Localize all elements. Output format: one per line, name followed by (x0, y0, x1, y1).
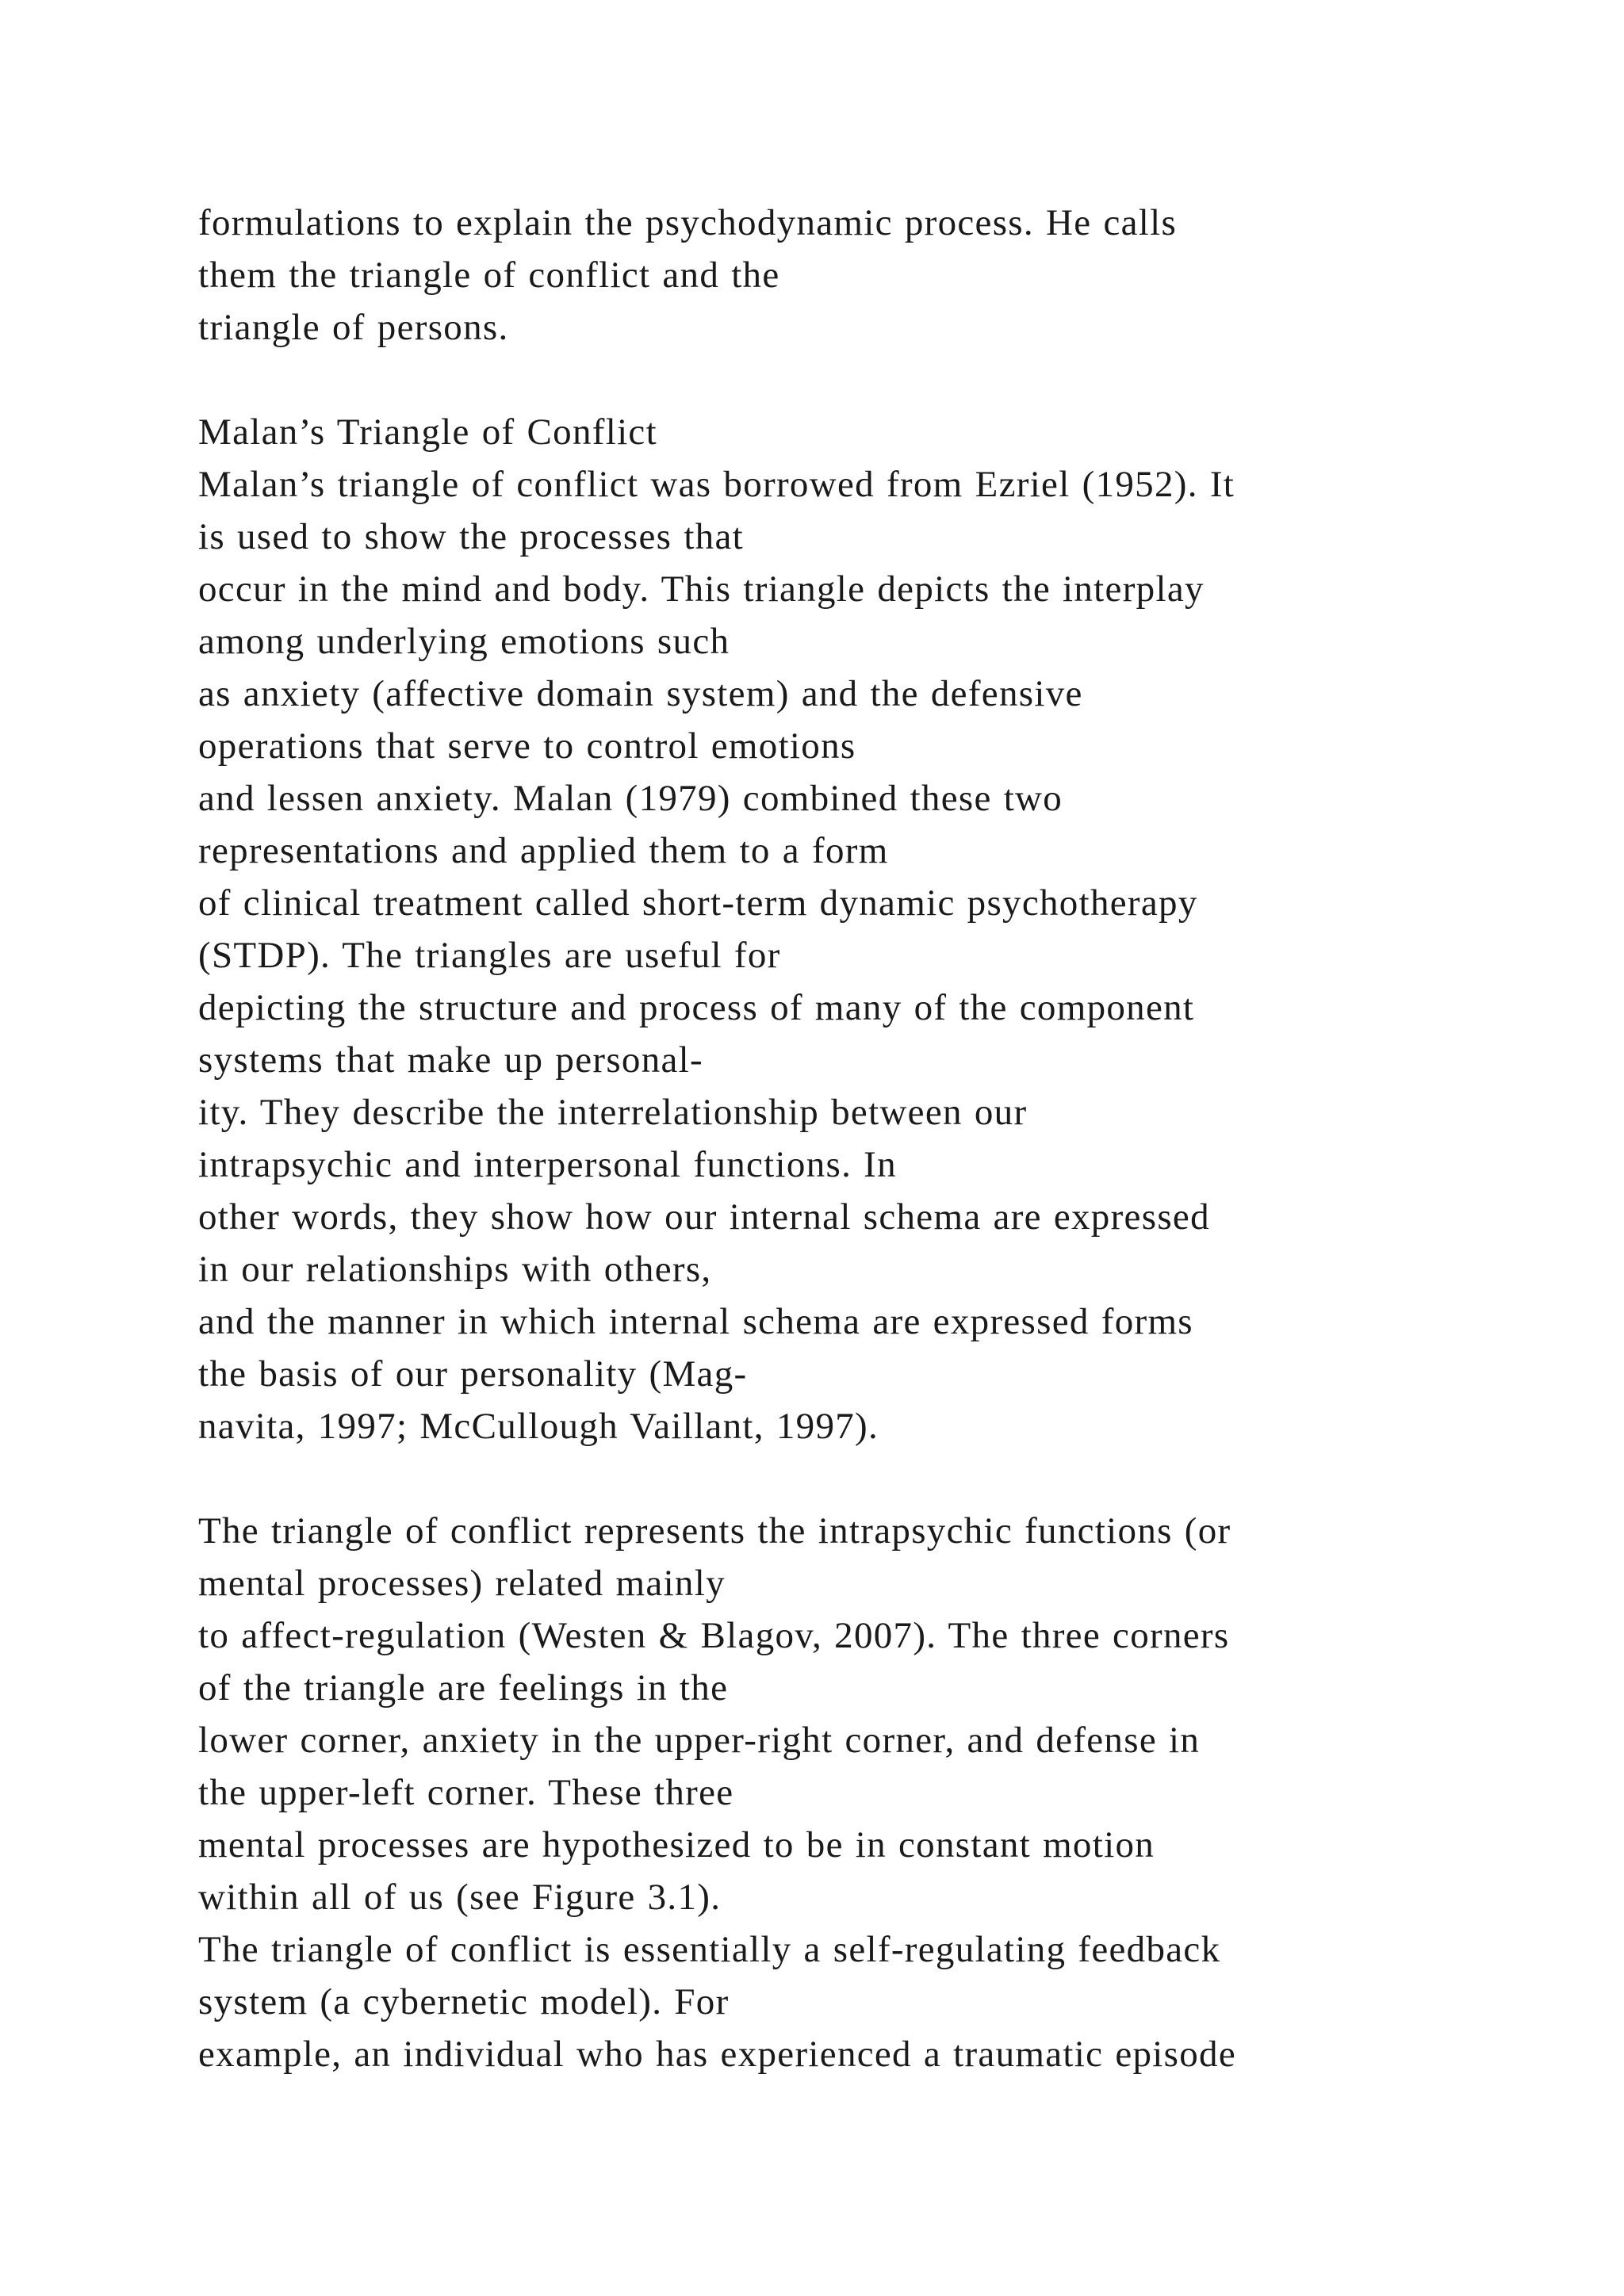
text-line: (STDP). The triangles are useful for (198, 935, 781, 976)
text-line: the basis of our personality (Mag- (198, 1353, 748, 1395)
text-line: within all of us (see Figure 3.1). (198, 1877, 722, 1918)
text-line: them the triangle of conflict and the (198, 254, 780, 296)
text-line: of clinical treatment called short-term dynamic psychotherapy (198, 882, 1198, 924)
text-line: formulations to explain the psychodynamic process. He calls (198, 202, 1178, 243)
text-line: intrapsychic and interpersonal functions. In (198, 1144, 897, 1185)
text-line: triangle of persons. (198, 307, 509, 348)
text-line: example, an individual who has experienced a traumatic episode (198, 2034, 1237, 2075)
body-text (198, 197, 1546, 2080)
text-line: mental processes) related mainly (198, 1563, 726, 1604)
text-line: of the triangle are feelings in the (198, 1667, 729, 1709)
text-line: as anxiety (affective domain system) and the defensive (198, 673, 1083, 714)
paragraph-gap (198, 354, 1546, 406)
text-line: The triangle of conflict is essentially a self-regulating feedback (198, 1929, 1221, 1970)
text-line: systems that make up personal- (198, 1039, 703, 1081)
text-line: to affect-regulation (Westen & Blagov, 2007). The three corners (198, 1615, 1230, 1656)
text-line: mental processes are hypothesized to be in constant motion (198, 1824, 1155, 1866)
text-line: in our relationships with others, (198, 1249, 712, 1290)
text-line: is used to show the processes that (198, 516, 744, 557)
text-line: other words, they show how our internal schema are expressed (198, 1196, 1210, 1238)
text-line: navita, 1997; McCullough Vaillant, 1997). (198, 1406, 879, 1447)
paragraph-gap (198, 1452, 1546, 1505)
text-line: and the manner in which internal schema are expressed forms (198, 1301, 1193, 1342)
text-line: depicting the structure and process of many of the component (198, 987, 1195, 1028)
text-line: lower corner, anxiety in the upper-right corner, and defense in (198, 1720, 1201, 1761)
text-line: Malan’s triangle of conflict was borrowed from Ezriel (1952). It (198, 464, 1235, 505)
text-line: the upper-left corner. These three (198, 1772, 734, 1813)
text-line: and lessen anxiety. Malan (1979) combined these two (198, 778, 1063, 819)
text-line: representations and applied them to a form (198, 830, 889, 871)
text-line: The triangle of conflict represents the intrapsychic functions (or (198, 1510, 1231, 1552)
text-line: ity. They describe the interrelationship between our (198, 1092, 1028, 1133)
text-line: occur in the mind and body. This triangle depicts the interplay (198, 568, 1205, 610)
section-heading: Malan’s Triangle of Conflict (198, 411, 657, 453)
text-line: among underlying emotions such (198, 621, 730, 662)
text-line: operations that serve to control emotions (198, 725, 856, 767)
text-line: system (a cybernetic model). For (198, 1981, 730, 2022)
